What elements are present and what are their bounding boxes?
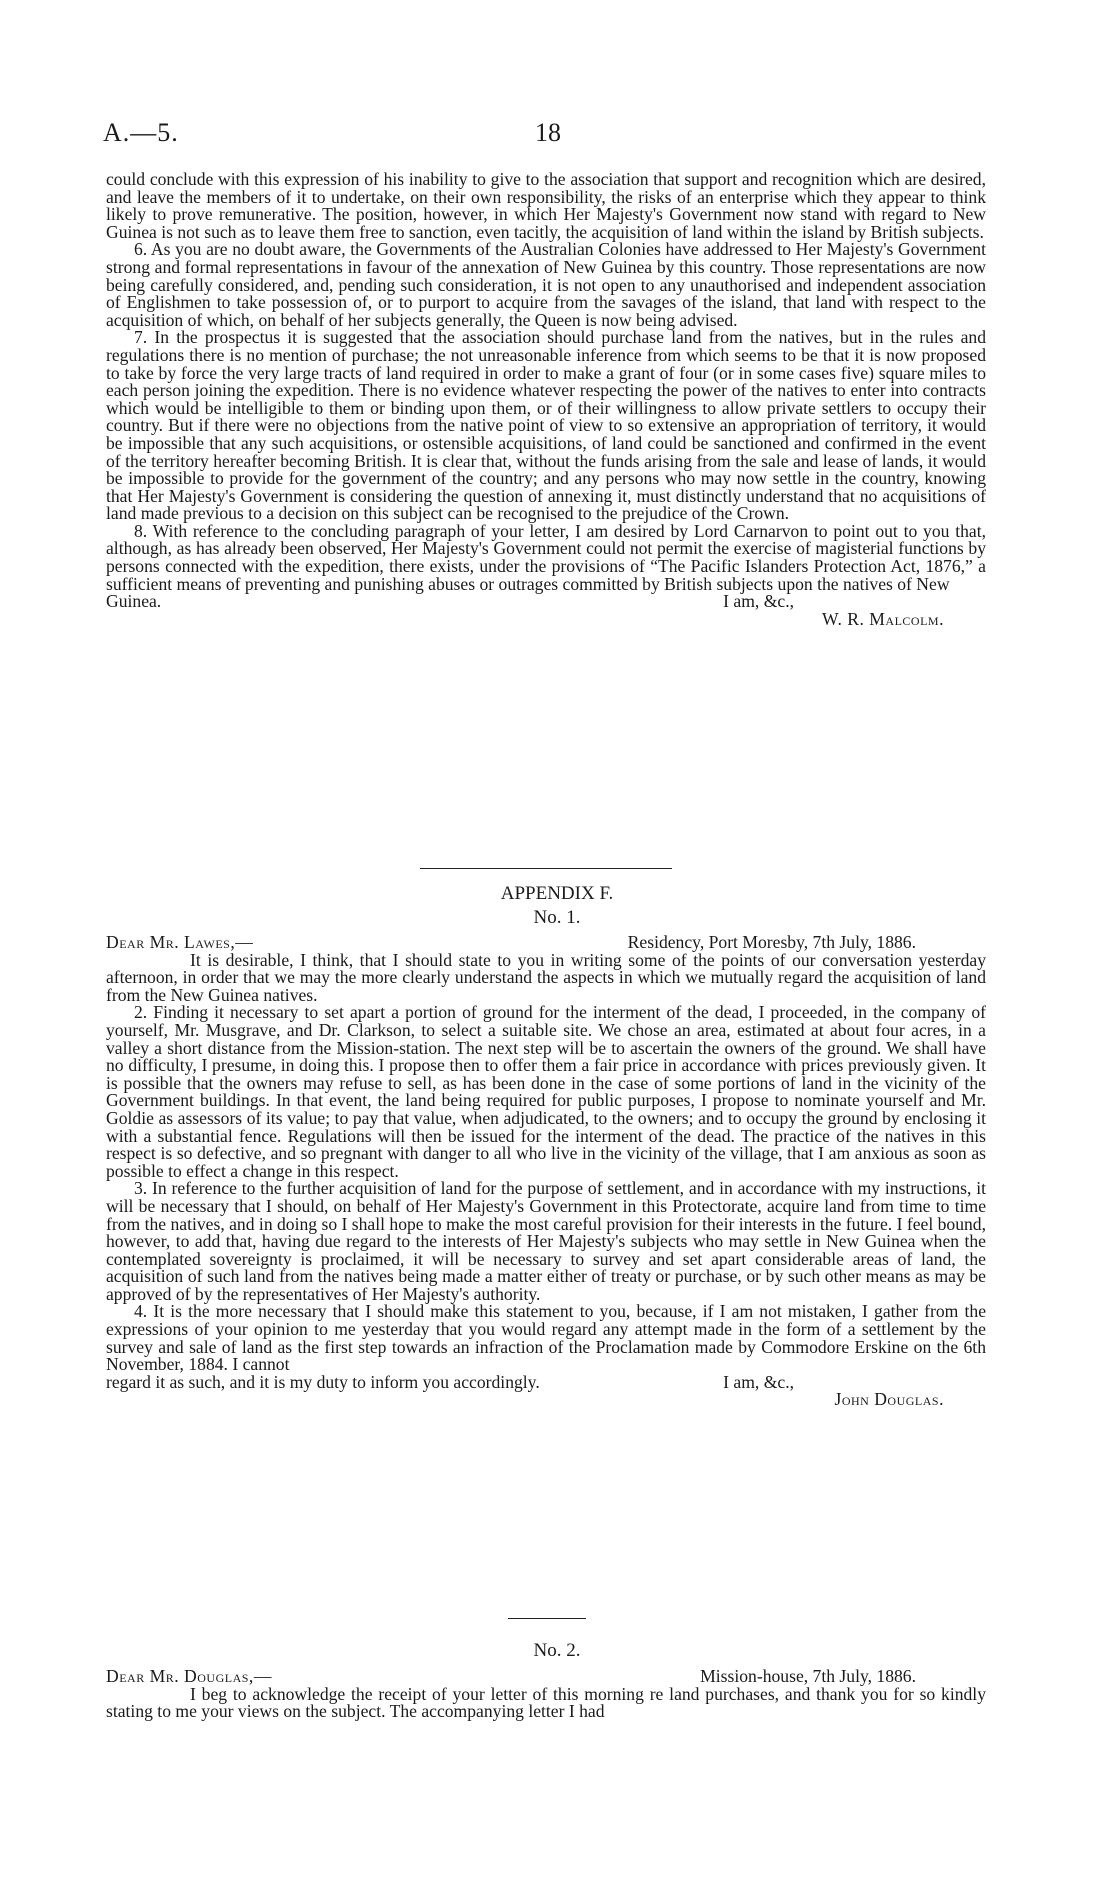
closing-phrase: I am, &c.,	[723, 591, 794, 612]
letter-continuation	[106, 171, 986, 628]
letter-1-paragraph-2: 2. Finding it necessary to set apart a portion of ground for the interment of the dead, I proceeded, in the company of yourself, Mr. Musgrave, and Dr. Clarkson, to select a suitable site. We chose an area, estimated at about four acres, in a valley a short distance from the Mission-station. The next step will be to ascertain the owners of the ground. We shall have no difficulty, I presume, in doing this. I propose then to offer them a fair price in accordance with prices previously given. It is possible that the owners may refuse to sell, as has been done in the case of some portions of land in the vicinity of the Government buildings. In that event, the land being required for public purposes, I propose to nominate yourself and Mr. Goldie as assessors of its value; to pay that value, when adjudicated, to the owners; and to occupy the ground by enclosing it with a substantial fence. Regulations will then be issued for the interment of the dead. The practice of the natives in this respect is so defective, and so pregnant with danger to all who live in the vicinity of the village, that I am anxious as soon as possible to effect a change in this respect.	[106, 1002, 986, 1181]
letter-2-heading	[106, 1668, 986, 1686]
letter-2-paragraph-1: I beg to acknowledge the receipt of your letter of this morning re land purchases, and thank you for so kindly stating to me your views on the subject. The accompanying letter I had	[106, 1683, 986, 1722]
document-number: A.—5.	[103, 118, 179, 147]
letter-divider	[508, 1618, 586, 1619]
section-divider	[420, 868, 672, 869]
appendix-title: APPENDIX F.	[500, 883, 614, 904]
salutation-2: Dear Mr. Douglas,—	[106, 1666, 272, 1686]
letter-1-paragraph-4: 4. It is the more necessary that I should make this statement to you, because, if I am not mistaken, I gather from the expressions of your opinion to me yesterday that you would regard any attempt made in the form of a settlement by the survey and sale of land as the first step towards an infraction of the Proclamation made by Commodore Erskine on the 6th November, 1884. I cannot	[106, 1301, 986, 1375]
place-date-2: Mission-house, 7th July, 1886.	[700, 1666, 916, 1686]
letter-1-heading	[106, 934, 986, 952]
letter-2	[106, 1668, 986, 1721]
place-date: Residency, Port Moresby, 7th July, 1886.	[627, 932, 916, 952]
page-number: 18	[535, 118, 561, 147]
letter-1-closing-phrase: I am, &c.,	[723, 1371, 794, 1392]
letter-number-2: No. 2.	[533, 1640, 581, 1661]
paragraph-6: 6. As you are no doubt aware, the Governments of the Australian Colonies have addressed to Her Majesty's Government strong and formal representations in favour of the annexation of New Guinea by this country. Those representations are now being carefully considered, and, pending such consideration, it is not open to any unauthorised and independent association of Englishmen to take possession of, or to purport to acquire from the savages of the island, that land with respect to the acquisition of which, on behalf of her subjects generally, the Queen is now being advised.	[106, 239, 986, 330]
letter-1	[106, 934, 986, 1409]
paragraph-continued: could conclude with this expression of his inability to give to the association that support and recognition which are desired, and leave the members of it to undertake, on their own responsibility, the risks of an enterprise which they appear to think likely to prove remunerative. The position, however, in which Her Majesty's Government now stand with regard to New Guinea is not such as to leave them free to sanction, even tacitly, the acquisition of land within the island by British subjects.	[106, 169, 986, 242]
salutation: Dear Mr. Lawes,—	[106, 932, 254, 952]
paragraph-8: 8. With reference to the concluding paragraph of your letter, I am desired by Lord Carnarvon to point out to you that, although, as has already been observed, Her Majesty's Government could not permit the exercise of magisterial functions by persons connected with the expedition, there exists, under the provisions of “The Pacific Islanders Protection Act, 1876,” a sufficient means of preventing and punishing abuses or outrages committed by British subjects upon the natives of New	[106, 520, 986, 594]
letter-1-signature: John Douglas.	[834, 1389, 944, 1410]
letter-1-paragraph-1: It is desirable, I think, that I should state to you in writing some of the points of our conversation yesterday afternoon, in order that we may the more clearly understand the aspects in which we mutually regard the acquisition of land from the New Guinea natives.	[106, 949, 986, 1005]
page-header	[0, 118, 1114, 158]
letter-number-1: No. 1.	[533, 907, 581, 928]
letter-1-paragraph-3: 3. In reference to the further acquisition of land for the purpose of settlement, and in accordance with my instructions, it will be necessary that I should, on behalf of Her Majesty's Government in this Protectorate, acquire land from time to time from the natives, and in doing so I shall hope to make the most careful provision for their interests in the future. I feel bound, however, to add that, having due regard to the interests of Her Majesty's subjects who may settle in New Guinea when the contemplated sovereignty is proclaimed, it will be necessary to survey and set apart considerable areas of land, the acquisition of such land from the natives being made a matter either of treaty or purchase, or by such other means as may be approved of by the representatives of Her Majesty's authority.	[106, 1178, 986, 1304]
paragraph-8-end: Guinea.	[106, 591, 162, 612]
letter-1-paragraph-4-end: regard it as such, and it is my duty to inform you accordingly.	[106, 1371, 540, 1392]
signature: W. R. Malcolm.	[821, 608, 944, 629]
paragraph-7: 7. In the prospectus it is suggested that the association should purchase land from the natives, but in the rules and regulations there is no mention of purchase; the not unreasonable inference from which seems to be that it is now proposed to take by force the very large tracts of land required in order to make a grant of four (or in some cases five) square miles to each person joining the expedition. There is no evidence whatever respecting the power of the natives to enter into contracts which would be intelligible to them or binding upon them, or of their willingness to allow private settlers to occupy their country. But if there were no objections from the native point of view to so extensive an appropriation of territory, it would be impossible that any such acquisitions, or ostensible acquisitions, of land could be sanctioned and confirmed in the event of the territory hereafter becoming British. It is clear that, without the funds arising from the sale and lease of lands, it would be impossible to provide for the government of the country; and any persons who may now settle in the country, knowing that Her Majesty's Government is considering the question of annexing it, must distinctly understand that no acquisitions of land made previous to a decision on this subject can be recognised to the prejudice of the Crown.	[106, 327, 986, 524]
